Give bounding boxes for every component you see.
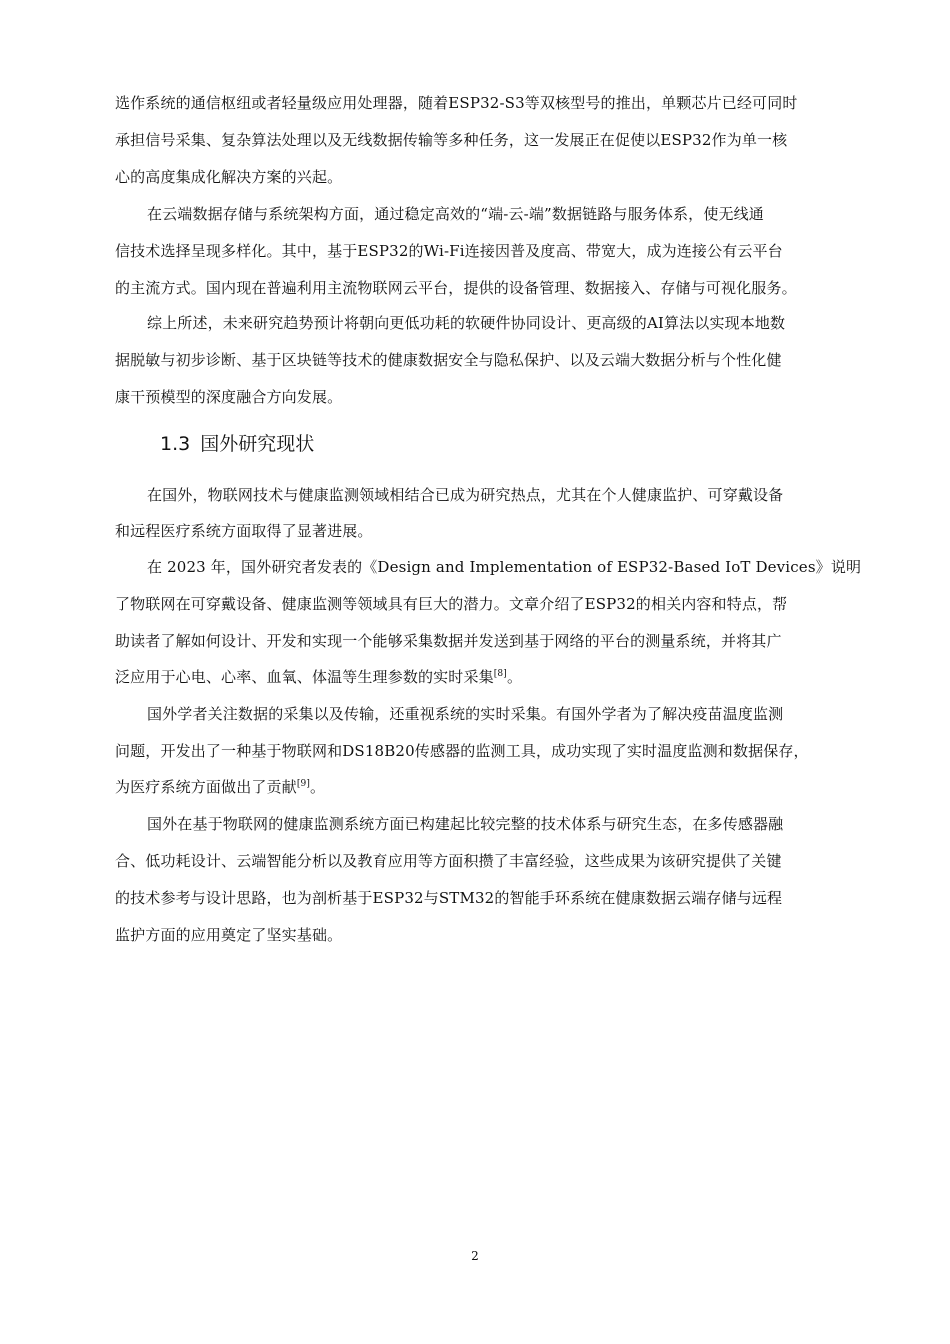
paragraph-line: 问题，开发出了一种基于物联网和DS18B20传感器的监测工具，成功实现了实时温度监测和数据保存， [115,742,809,760]
paragraph-line: 了物联网在可穿戴设备、健康监测等领域具有巨大的潜力。文章介绍了ESP32的相关内容和特点，帮 [115,595,788,613]
paragraph-line: 在云端数据存储与系统架构方面，通过稳定高效的“端-云-端”数据链路与服务体系，使无线通 [147,205,764,223]
paragraph-line: 助读者了解如何设计、开发和实现一个能够采集数据并发送到基于网络的平台的测量系统，并将其广 [115,632,782,650]
paragraph-line: 综上所述，未来研究趋势预计将朝向更低功耗的软硬件协同设计、更高级的AI算法以实现本地数 [147,314,786,332]
section-heading [160,432,314,456]
paragraph-line [115,777,325,797]
paragraph-line: 据脱敏与初步诊断、基于区块链等技术的健康数据安全与隐私保护、以及云端大数据分析与个性化健 [115,351,782,369]
section-number: 1.3 [160,433,191,455]
paragraph-line: 合、低功耗设计、云端智能分析以及教育应用等方面积攒了丰富经验，这些成果为该研究提供了关键 [115,852,782,870]
citation-ref: [9] [296,779,311,789]
paragraph-line: 国外在基于物联网的健康监测系统方面已构建起比较完整的技术体系与研究生态，在多传感器融 [147,815,784,833]
paragraph-line: 的主流方式。国内现在普遍利用主流物联网云平台，提供的设备管理、数据接入、存储与可视化服务。 [115,279,797,297]
paragraph-line: 心的高度集成化解决方案的兴起。 [115,168,343,186]
paragraph-line: 信技术选择呈现多样化。其中，基于ESP32的Wi-Fi连接因普及度高、带宽大，成为连接公有云平台 [115,242,783,260]
paragraph-line: 选作系统的通信枢纽或者轻量级应用处理器，随着ESP32-S3等双核型号的推出，单颗芯片已经可同时 [115,94,798,112]
citation-ref: [8] [493,669,507,679]
paragraph-line: 承担信号采集、复杂算法处理以及无线数据传输等多种任务，这一发展正在促使以ESP32作为单一核 [115,131,788,149]
paragraph-line: 监护方面的应用奠定了坚实基础。 [115,926,343,944]
paragraph-line: 在 2023 年，国外研究者发表的《Design and Implementation of ESP32-Based IoT Devices》说明 [147,558,862,576]
paragraph-text: 。 [310,778,326,796]
paragraph-line: 在国外，物联网技术与健康监测领域相结合已成为研究热点，尤其在个人健康监护、可穿戴设备 [147,486,784,504]
paragraph-text: 为医疗系统方面做出了贡献 [115,778,297,796]
paragraph-line: 的技术参考与设计思路，也为剖析基于ESP32与STM32的智能手环系统在健康数据云端存储与远程 [115,889,783,907]
section-title: 国外研究现状 [200,433,315,455]
paragraph-line [115,667,522,687]
paragraph-text: 泛应用于心电、心率、血氧、体温等生理参数的实时采集 [115,668,494,686]
paragraph-line: 康干预模型的深度融合方向发展。 [115,388,343,406]
paragraph-line: 和远程医疗系统方面取得了显著进展。 [115,522,373,540]
paragraph-text: 。 [506,668,523,686]
page-number: 2 [471,1249,479,1263]
paragraph-line: 国外学者关注数据的采集以及传输，还重视系统的实时采集。有国外学者为了解决疫苗温度监测 [147,705,784,723]
